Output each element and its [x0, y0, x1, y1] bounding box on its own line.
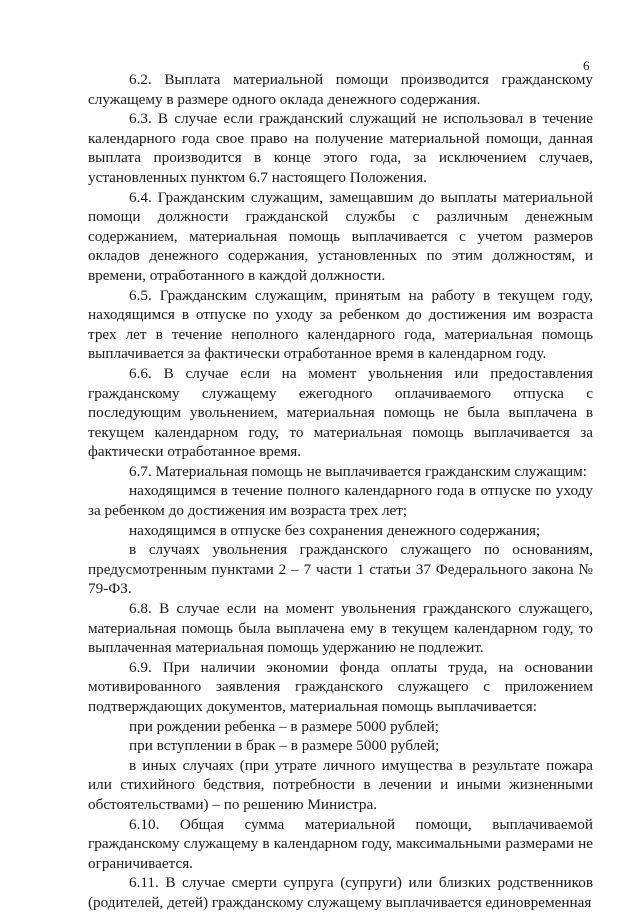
paragraph-6-10: 6.10. Общая сумма материальной помощи, выплачиваемой гражданскому служащему в календарном году, максимальными размерами не ограничивается.: [88, 815, 593, 872]
list-item: находящимся в течение полного календарного года в отпуске по уходу за ребенком до достижения им возраста трех лет;: [88, 482, 593, 520]
page-number: 6: [583, 58, 590, 73]
paragraph-6-7: 6.7. Материальная помощь не выплачивается гражданским служащим:: [129, 462, 587, 480]
paragraph-6-5: 6.5. Гражданским служащим, принятым на работу в текущем году, находящимся в отпуске по уходу за ребенком до достижения им возраста трех лет в течение неполного календарного года, материальная помощь выплачивается за фактически отработанное время в календарном году.: [88, 286, 593, 363]
list-item: находящимся в отпуске без сохранения денежного содержания;: [129, 521, 541, 539]
paragraph-6-9: 6.9. При наличии экономии фонда оплаты труда, на основании мотивированного заявления гражданского служащего с приложением подтверждающих документов, материальная помощь выплачивается:: [88, 658, 593, 715]
paragraph-6-11: 6.11. В случае смерти супруга (супруги) или близких родственников (родителей, детей) гражданскому служащему выплачивается единовременная: [88, 874, 593, 911]
paragraph-6-3: 6.3. В случае если гражданский служащий не использовал в течение календарного года свое право на получение материальной помощи, данная выплата производится в конце этого года, за исключением случаев, установленных пунктом 6.7 настоящего Положения.: [88, 110, 593, 186]
list-item: в иных случаях (при утрате личного имущества в результате пожара или стихийного бедствия, потребности в лечении и иными жизненными обстоятельствами) – по решению Министра.: [88, 756, 593, 813]
list-item: при вступлении в брак – в размере 5000 рублей;: [129, 737, 440, 755]
paragraph-6-4: 6.4. Гражданским служащим, замещавшим до выплаты материальной помощи должности гражданской службы с различным денежным содержанием, материальная помощь выплачивается с учетом размеров окладов денежного содержания, установленных по этим должностям, и времени, отработанного в каждой должности.: [88, 188, 593, 284]
list-item: в случаях увольнения гражданского служащего по основаниям, предусмотренным пунктами 2 – 7 части 1 статьи 37 Федерального закона № 79-ФЗ.: [88, 541, 593, 598]
paragraph-6-6: 6.6. В случае если на момент увольнения или предоставления гражданскому служащему ежегодного оплачиваемого отпуска с последующим увольнением, материальная помощь не была выплачена в текущем календарном году, то материальная помощь выплачивается за фактически отработанное время.: [88, 364, 593, 461]
paragraph-6-8: 6.8. В случае если на момент увольнения гражданского служащего, материальная помощь была выплачена ему в текущем календарном году, то выплаченная материальная помощь удержанию не подлежит.: [88, 600, 593, 657]
paragraph-6-2: 6.2. Выплата материальной помощи производится гражданскому служащему в размере одного оклада денежного содержания.: [88, 71, 593, 108]
list-item: при рождении ребенка – в размере 5000 рублей;: [129, 717, 439, 735]
document-body: [88, 70, 593, 913]
